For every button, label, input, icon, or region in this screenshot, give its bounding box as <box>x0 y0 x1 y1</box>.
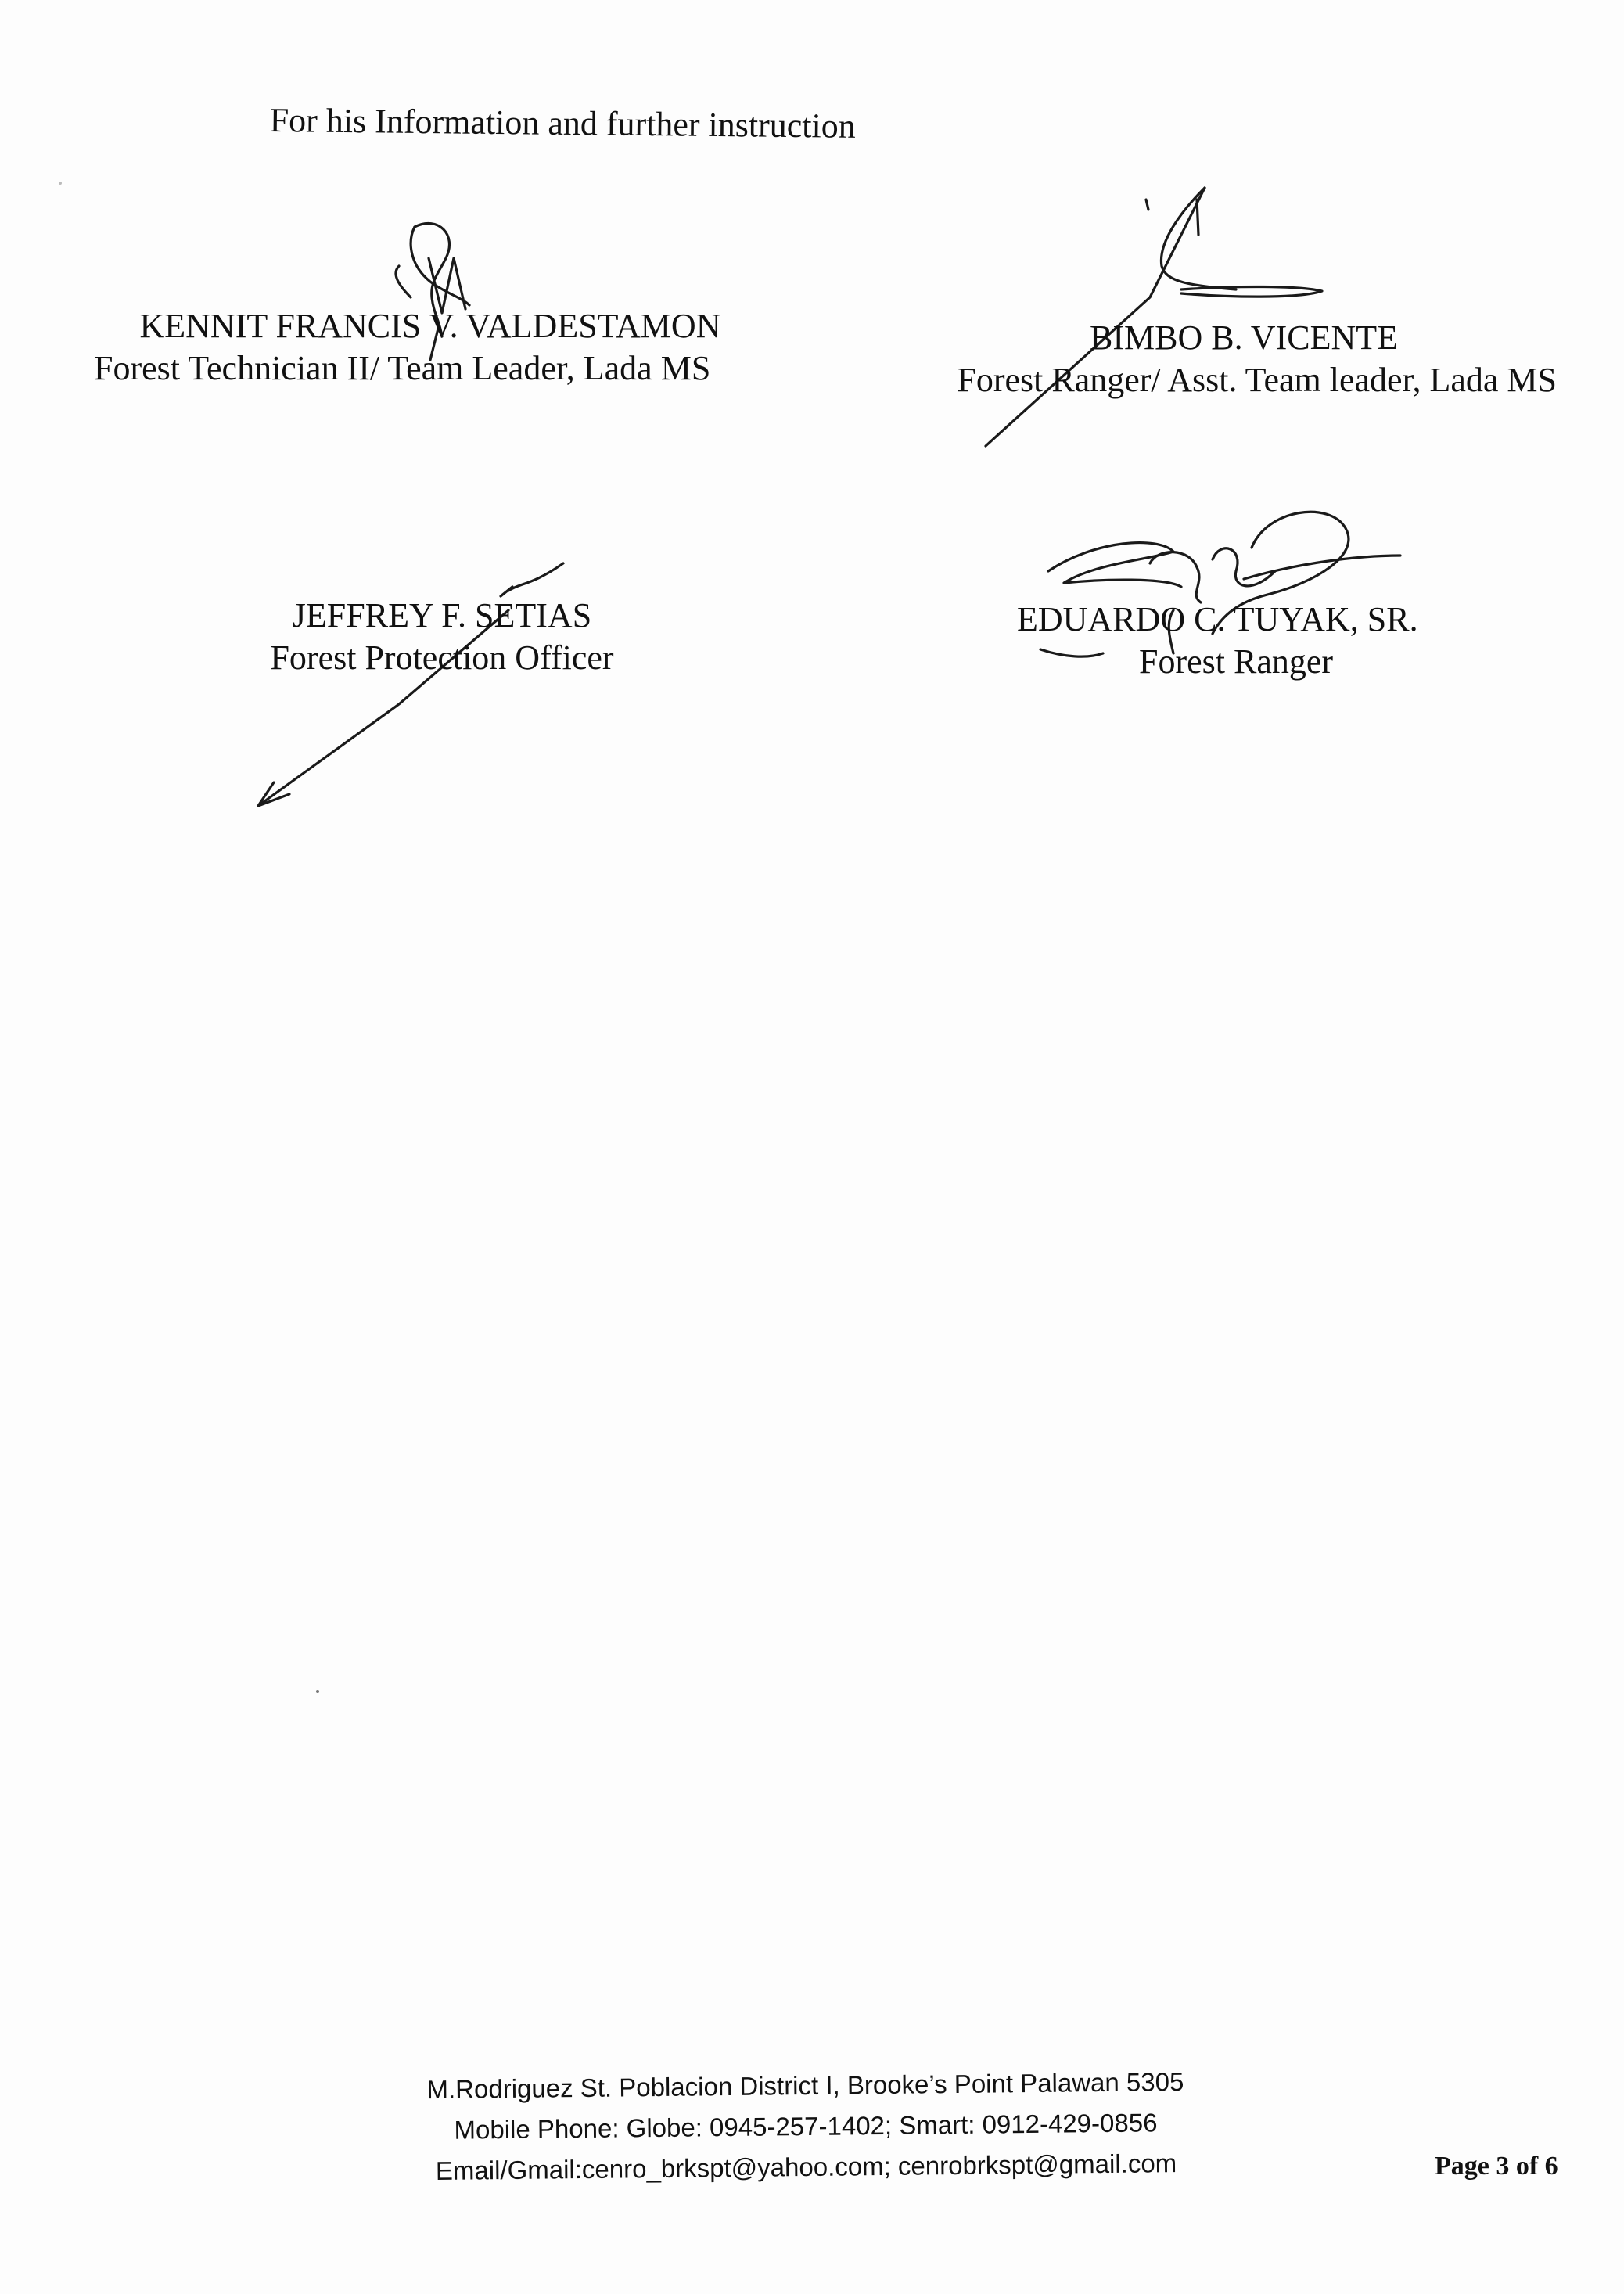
signatory-name: EDUARDO C. TUYAK, SR. <box>1017 600 1418 638</box>
scan-speck <box>316 1690 319 1693</box>
footer-contact <box>375 2061 1237 2192</box>
signatory-bimbo <box>931 317 1557 401</box>
signature-jeffrey <box>250 548 579 814</box>
signatory-eduardo <box>1017 599 1455 683</box>
signatory-jeffrey <box>258 595 626 679</box>
footer-address: M.Rodriguez St. Poblacion District I, Brooke’s Point Palawan 5305 <box>426 2066 1184 2105</box>
signatory-name: JEFFREY F. SETIAS <box>292 596 592 635</box>
signatory-name: KENNIT FRANCIS V. VALDESTAMON <box>139 307 721 345</box>
intro-line: For his Information and further instruction <box>269 100 857 146</box>
footer-email: Email/Gmail:cenro_brkspt@yahoo.com; cenrobrkspt@gmail.com <box>435 2148 1177 2185</box>
signatory-title: Forest Protection Officer <box>270 638 614 677</box>
signatory-title: Forest Technician II/ Team Leader, Lada MS <box>94 349 711 387</box>
signatory-kennit <box>94 305 751 390</box>
footer-phone: Mobile Phone: Globe: 0945-257-1402; Smart: 0912-429-0856 <box>454 2108 1158 2145</box>
signatory-title: Forest Ranger/ Asst. Team leader, Lada MS <box>957 361 1557 399</box>
signatory-title: Forest Ranger <box>1138 642 1334 681</box>
page-number: Page 3 of 6 <box>1435 2152 1558 2181</box>
scan-speck <box>59 182 62 185</box>
signatory-name: BIMBO B. VICENTE <box>1090 318 1398 357</box>
